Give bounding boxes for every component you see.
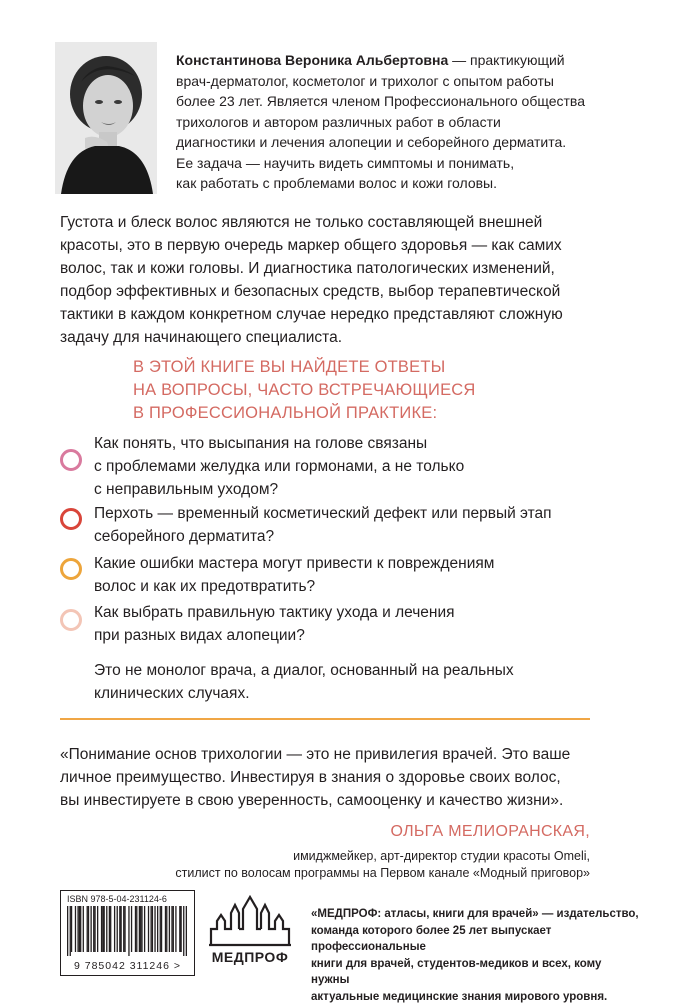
- circle-bullet-icon: [60, 609, 82, 631]
- quote-line: «Понимание основ трихологии — это не привилегия врачей. Это ваше: [60, 746, 571, 763]
- barcode-bar: [75, 906, 76, 952]
- question-line: с неправильным уходом?: [94, 481, 279, 498]
- bio-line: — практикующий: [448, 52, 565, 68]
- question-line: при разных видах алопеции?: [94, 627, 305, 644]
- barcode-bar: [152, 906, 153, 952]
- barcode-bar: [71, 906, 72, 952]
- barcode-bar: [97, 906, 98, 952]
- barcode-bar: [179, 906, 180, 952]
- barcode-bar: [104, 906, 105, 952]
- barcode-bar: [90, 906, 91, 952]
- publisher-line: книги для врачей, студентов-медиков и всех, кому нужны: [311, 957, 602, 986]
- barcode-bar: [173, 906, 174, 952]
- barcode-bar: [148, 906, 149, 952]
- quote-line: личное преимущество. Инвестируя в знания о здоровье своих волос,: [60, 769, 561, 786]
- barcode-bar: [180, 906, 181, 952]
- barcode-bar: [186, 906, 187, 956]
- circle-bullet-icon: [60, 558, 82, 580]
- attribution-line: стилист по волосам программы на Первом канале «Модный приговор»: [175, 866, 590, 880]
- barcode-bar: [154, 906, 155, 952]
- barcode-bar: [131, 906, 132, 952]
- barcode-bar: [171, 906, 172, 952]
- question-text: [94, 601, 614, 647]
- bio-line: более 23 лет. Является членом Профессионального общества: [176, 93, 585, 109]
- barcode-bar: [160, 906, 161, 952]
- barcode-bar: [87, 906, 88, 952]
- intro-line: Густота и блеск волос являются не только составляющей внешней: [60, 214, 543, 231]
- question-line: с проблемами желудка или гормонами, а не только: [94, 458, 465, 475]
- barcode-digits: 9 785042 311246 >: [73, 960, 182, 972]
- question-text: [94, 502, 614, 548]
- intro-line: тактики в каждом конкретном случае нередко представляют сложную: [60, 306, 563, 323]
- barcode-bar: [144, 906, 145, 952]
- kremlin-logo-icon: [205, 895, 295, 949]
- barcode-bar: [161, 906, 162, 952]
- barcode-bar: [136, 906, 137, 952]
- barcode-bar: [77, 906, 78, 952]
- bio-line: врач-дерматолог, косметолог и трихолог с опытом работы: [176, 72, 554, 89]
- closing-line: Это не монолог врача, а диалог, основанный на реальных: [94, 662, 514, 679]
- author-name: Константинова Вероника Альбертовна: [176, 52, 449, 68]
- bio-line: как работать с проблемами волос и кожи головы.: [176, 175, 498, 191]
- barcode-bar: [128, 906, 129, 956]
- barcode-bar: [165, 906, 166, 952]
- author-bio: [176, 50, 646, 194]
- publisher-info: [311, 906, 641, 1005]
- callout-line: В ПРОФЕССИОНАЛЬНОЙ ПРАКТИКЕ:: [133, 404, 438, 422]
- barcode-bar: [166, 906, 167, 952]
- testimonial-quote: [60, 743, 620, 812]
- barcode-bar: [102, 906, 103, 952]
- barcode-bar: [119, 906, 120, 952]
- divider-rule: [60, 718, 590, 720]
- intro-paragraph: [60, 211, 635, 349]
- logo-text: МЕДПРОФ: [211, 949, 289, 965]
- barcode-bar: [88, 906, 89, 952]
- circle-bullet-icon: [60, 508, 82, 530]
- question-text: [94, 432, 614, 501]
- question-line: волос и как их предотвратить?: [94, 578, 316, 595]
- barcode-bar: [124, 906, 125, 952]
- attribution-line: имиджмейкер, арт-директор студии красоты Omeli,: [293, 849, 590, 863]
- isbn-text: ISBN 978-5-04-231124-6: [67, 894, 167, 904]
- barcode-bar: [150, 906, 151, 952]
- intro-line: красоты, это в первую очередь маркер общего здоровья — как самих: [60, 237, 562, 254]
- publisher-line: команда которого более 25 лет выпускает профессиональные: [311, 924, 552, 953]
- circle-bullet-icon: [60, 449, 82, 471]
- attribution-name: ОЛЬГА МЕЛИОРАНСКАЯ,: [390, 823, 590, 840]
- barcode-bar: [141, 906, 142, 952]
- closing-line: клинических случаях.: [94, 685, 250, 702]
- barcode-bar: [79, 906, 80, 952]
- barcode-bar: [169, 906, 170, 952]
- barcode-bar: [117, 906, 118, 952]
- barcode: [60, 890, 195, 976]
- bio-line: диагностики и лечения алопеции и себорейного дерматита.: [176, 134, 567, 150]
- question-line: Как понять, что высыпания на голове связаны: [94, 435, 428, 452]
- publisher-line: «МЕДПРОФ: атласы, книги для врачей» — издательство,: [311, 908, 639, 920]
- quote-line: вы инвестируете в свою уверенность, самооценку и качество жизни».: [60, 792, 564, 809]
- barcode-bar: [80, 906, 81, 952]
- author-photo: [55, 42, 157, 194]
- barcode-bar: [94, 906, 95, 952]
- question-line: Перхоть — временный косметический дефект или первый этап: [94, 505, 552, 522]
- question-text: [94, 552, 614, 598]
- barcode-bar: [70, 906, 71, 956]
- question-line: себорейного дерматита?: [94, 528, 275, 545]
- callout-line: В ЭТОЙ КНИГЕ ВЫ НАЙДЕТЕ ОТВЕТЫ: [133, 358, 446, 376]
- barcode-bars: [67, 906, 187, 956]
- barcode-bar: [67, 906, 68, 956]
- question-line: Какие ошибки мастера могут привести к повреждениям: [94, 555, 495, 572]
- barcode-bar: [139, 906, 140, 952]
- barcode-bar: [140, 906, 141, 952]
- intro-line: волос, так и кожи головы. И диагностика патологических изменений,: [60, 260, 555, 277]
- publisher-logo: [205, 895, 295, 975]
- barcode-bar: [135, 906, 136, 952]
- barcode-bar: [114, 906, 115, 952]
- intro-line: подбор эффективных и безопасных средств, выбор терапевтической: [60, 283, 561, 300]
- barcode-bar: [106, 906, 107, 952]
- barcode-bar: [101, 906, 102, 952]
- closing-paragraph: [94, 659, 594, 705]
- barcode-bar: [123, 906, 124, 952]
- barcode-bar: [110, 906, 111, 952]
- barcode-bar: [175, 906, 176, 952]
- barcode-bar: [93, 906, 94, 952]
- barcode-bar: [120, 906, 121, 952]
- callout-line: НА ВОПРОСЫ, ЧАСТО ВСТРЕЧАЮЩИЕСЯ: [133, 381, 476, 399]
- barcode-bar: [83, 906, 84, 952]
- barcode-bar: [183, 906, 184, 956]
- bio-line: трихологов и автором различных работ в области: [176, 113, 501, 130]
- bio-line: Ее задача — научить видеть симптомы и понимать,: [176, 154, 515, 171]
- callout-heading: [133, 356, 613, 425]
- publisher-line: актуальные медицинские знания мирового уровня.: [311, 990, 608, 1003]
- question-line: Как выбрать правильную тактику ухода и лечения: [94, 604, 455, 621]
- barcode-bar: [109, 906, 110, 952]
- barcode-bar: [157, 906, 158, 952]
- intro-line: задачу для начинающего специалиста.: [60, 329, 343, 346]
